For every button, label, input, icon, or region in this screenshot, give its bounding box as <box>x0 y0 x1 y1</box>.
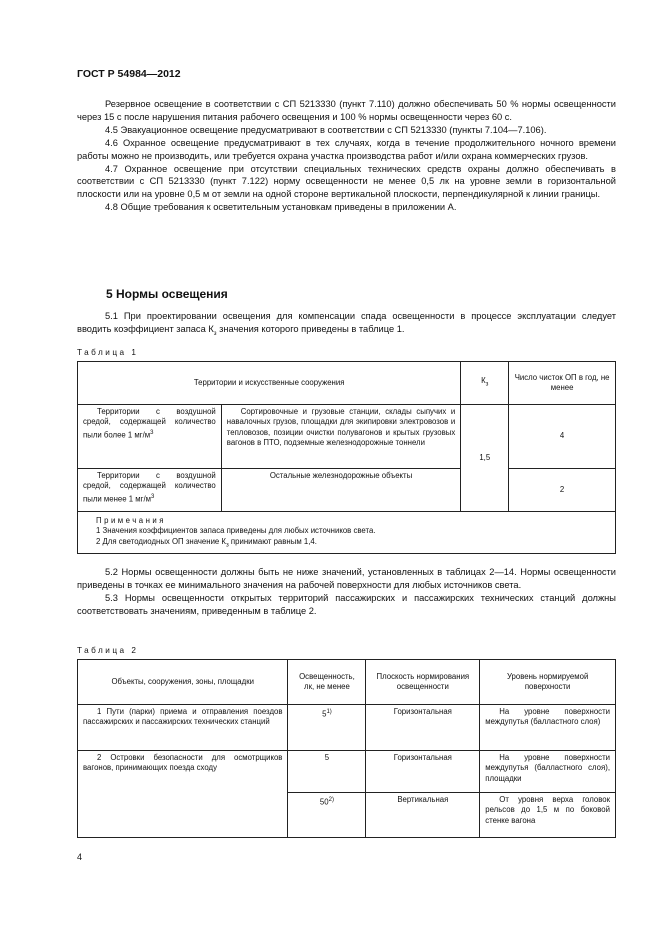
table-1-row-1-cleanings: 4 <box>509 405 616 469</box>
notes-title: Примечания <box>96 516 167 525</box>
table-2-header-row <box>78 660 616 705</box>
table-2-row-3-plane: Вертикальная <box>366 793 480 838</box>
table-row <box>78 751 616 793</box>
paragraph-4-6: 4.6 Охранное освещение предусматривают в тех случаях, когда в течение продолжительного ночного времени работы можно не производить, или требуется охрана участка производства работ и/или охрана коммерческих грузов. <box>77 137 616 161</box>
table-1-row-2-territory <box>78 469 222 512</box>
table-2-row-1-value <box>288 705 366 751</box>
note-2-tail: принимают равным 1,4. <box>228 536 317 546</box>
section-5-intro <box>77 310 616 341</box>
table-2-row-2-plane: Горизонтальная <box>366 751 480 793</box>
table-1-header-k <box>461 362 509 405</box>
paragraph-4-7: 4.7 Охранное освещение при отсутствии специальных технических средств охраны должно обеспечивать в соответствии с СП 5213330 (пункт 7.122) норму освещенности не менее 0,5 лк на уровне земли в горизонтальной плоскости или на уровне 0,5 м от земли на одной стороне вертикальной плоскости, перпендикулярной к линии границы. <box>77 163 616 200</box>
table-1-row-2-territory-text: Территории с воздушной средой, содержащей количество пыли менее 1 мг/м <box>83 471 216 504</box>
table-2-row-3-value <box>288 793 366 838</box>
table-2-header-level: Уровень нормируемой поверхности <box>480 660 616 705</box>
table-2-row-1-level: На уровне поверхности междупутья (балластного слоя) <box>480 705 616 751</box>
table-1-row-1-objects: Сортировочные и грузовые станции, склады сыпучих и навалочных грузов, площадки для экипировки электровозов и тепловозов, позиции очистки полувагонов и крытых грузовых вагонов в ПТО, подземные железнодорожные тоннели <box>221 405 461 469</box>
note-2 <box>96 537 597 551</box>
page-number: 4 <box>77 852 83 862</box>
paragraph-5-2: 5.2 Нормы освещенности должны быть не ниже значений, установленных в таблицах 2—14. Нормы освещенности приведены в точках ее минимального значения на рабочей поверхности для любых источников света. <box>77 567 616 590</box>
table-2-row-2-object: 2 Островки безопасности для осмотрщиков вагонов, принимающих поезда сходу <box>78 751 288 838</box>
table-2-caption: Таблица 2 <box>77 646 139 655</box>
table-2-row-1-object: 1 Пути (парки) приема и отправления поездов пассажирских и пассажирских технических станций <box>78 705 288 751</box>
paragraph-reserve-lighting: Резервное освещение в соответствии с СП 5213330 (пункт 7.110) должно обеспечивать 50 % нормы освещенности через 15 с после нарушения питания рабочего освещения и 100 % нормы освещенности через 60 с. <box>77 99 616 122</box>
table-2-header-plane: Плоскость нормирования освещенности <box>366 660 480 705</box>
table-1-k-value: 1,5 <box>461 405 509 512</box>
table-1-row-1-territory <box>78 405 222 469</box>
table-1-header-cleanings: Число чисток ОП в год, не менее <box>509 362 616 405</box>
table-2-row-1-value-text: 5 <box>322 709 327 719</box>
middle-text <box>77 566 616 618</box>
table-1-header-k-letter: К <box>481 376 486 386</box>
table-2-row-2-level: На уровне поверхности междупутья (балластного слоя), площадки <box>480 751 616 793</box>
table-2-row-1-plane: Горизонтальная <box>366 705 480 751</box>
paragraph-4-5: 4.5 Эвакуационное освещение предусматривают в соответствии с СП 5213330 (пункты 7.104—7.106). <box>105 124 547 135</box>
document-header: ГОСТ Р 54984—2012 <box>77 68 181 80</box>
table-2-row-3-value-text: 50 <box>319 797 329 807</box>
table-1-header-territory: Территории и искусственные сооружения <box>78 362 461 405</box>
table-2-row-1-footnote: 1) <box>326 709 332 715</box>
table-row <box>78 469 616 512</box>
table-1-row-2-objects: Остальные железнодорожные объекты <box>221 469 461 512</box>
table-1-header-k-subscript: з <box>485 381 489 388</box>
table-1-header-row <box>78 362 616 405</box>
table-row <box>78 405 616 469</box>
paragraph-5-1-text: 5.1 При проектировании освещения для компенсации спада освещенности в процессе эксплуатации следует вводить коэффициент запаса К <box>77 311 616 334</box>
table-2 <box>77 659 616 838</box>
table-2-header-illuminance: Освещенность, лк, не менее <box>288 660 366 705</box>
table-1-row-1-territory-sup: 3 <box>150 429 154 436</box>
table-1-row-2-territory-sup: 3 <box>150 493 155 500</box>
table-1-notes-row <box>78 512 616 554</box>
paragraph-4-8: 4.8 Общие требования к осветительным установкам приведены в приложении А. <box>105 202 457 213</box>
table-2-row-3-level: От уровня верха головок рельсов до 1,5 м по боковой стенке вагона <box>480 793 616 838</box>
paragraph-5-1-tail: значения которого приведены в таблице 1. <box>216 323 405 334</box>
note-1: 1 Значения коэффициентов запаса приведены для любых источников света. <box>96 526 376 536</box>
table-1-row-2-cleanings: 2 <box>509 469 616 512</box>
table-2-row-3-footnote: 2) <box>328 797 334 803</box>
section-title: 5 Нормы освещения <box>106 287 228 301</box>
table-1-row-1-territory-text: Территории с воздушной средой, содержащей количество пыли более 1 мг/м <box>83 407 216 440</box>
table-2-row-2-value: 5 <box>288 751 366 793</box>
note-2-text: 2 Для светодиодных ОП значение К <box>96 536 226 546</box>
paragraph-5-1-subscript: з <box>213 330 217 337</box>
table-1 <box>77 361 616 554</box>
intro-text <box>77 98 616 214</box>
paragraph-5-3: 5.3 Нормы освещенности открытых территорий пассажирских и пассажирских технических станций должны соответствовать значениям, приведенным в таблице 2. <box>77 592 616 616</box>
paragraph-5-1 <box>77 310 616 341</box>
note-2-subscript: з <box>225 542 229 549</box>
table-2-header-objects: Объекты, сооружения, зоны, площадки <box>78 660 288 705</box>
table-1-notes <box>78 512 616 554</box>
table-1-caption: Таблица 1 <box>77 348 139 357</box>
table-row <box>78 705 616 751</box>
